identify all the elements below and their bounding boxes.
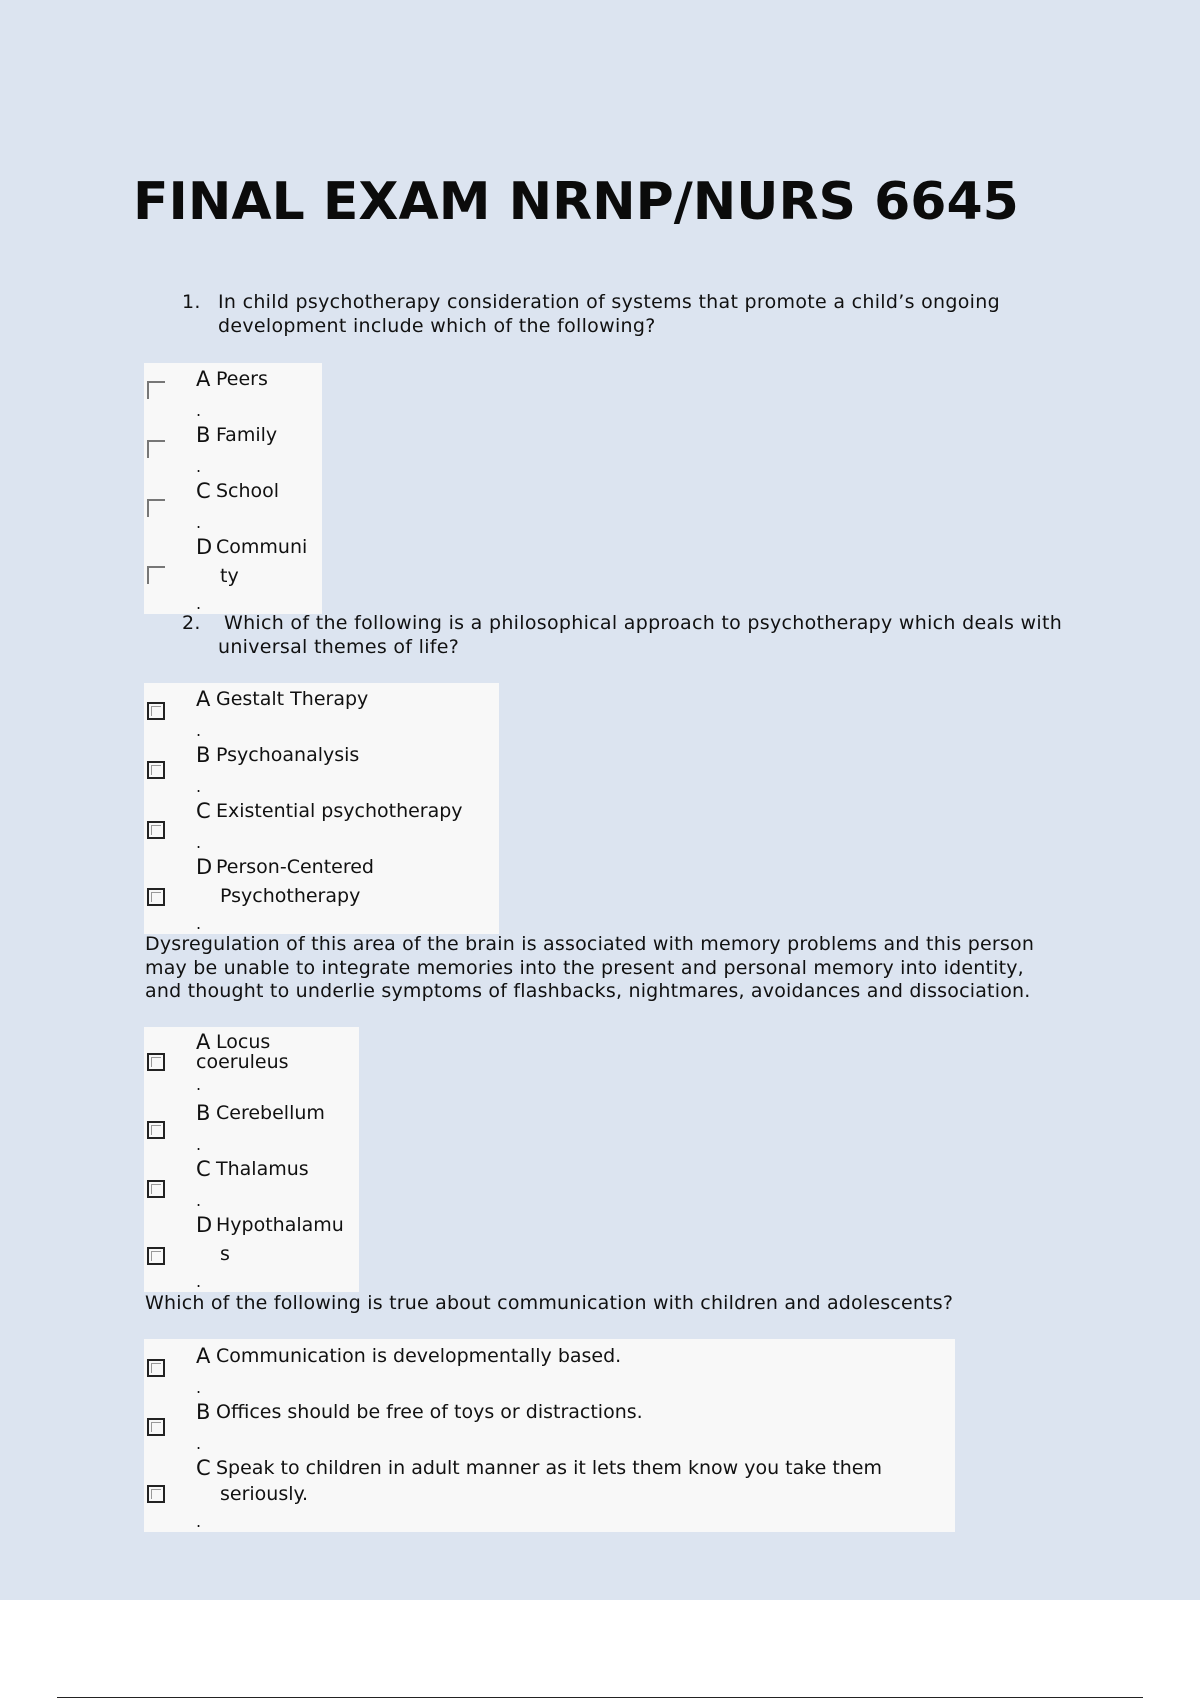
option-checkbox[interactable] <box>147 1485 165 1503</box>
option-checkbox[interactable] <box>147 1180 165 1198</box>
option-letter: B <box>196 1400 211 1424</box>
option-text: School <box>216 480 280 502</box>
option-text: Thalamus <box>216 1158 309 1180</box>
option-dot: . <box>196 1272 202 1291</box>
option-letter: A <box>196 1030 211 1054</box>
option-dot: . <box>196 594 202 613</box>
option-text: Psychotherapy <box>220 885 361 907</box>
question-text-line: and thought to underlie symptoms of flashbacks, nightmares, avoidances and dissociation. <box>145 980 1031 1002</box>
option-text: Psychoanalysis <box>216 744 360 766</box>
option-dot: . <box>196 777 202 796</box>
option-text: Communi <box>216 536 308 558</box>
footer-rule <box>57 1697 1143 1698</box>
option-checkbox[interactable] <box>147 566 165 584</box>
option-dot: . <box>196 721 202 740</box>
option-text: Existential psychotherapy <box>216 800 463 822</box>
question-number: 2. <box>182 612 201 634</box>
option-checkbox[interactable] <box>147 888 165 906</box>
option-checkbox[interactable] <box>147 1418 165 1436</box>
option-dot: . <box>196 914 202 933</box>
option-text: Cerebellum <box>216 1102 325 1124</box>
option-checkbox[interactable] <box>147 702 165 720</box>
question-2 <box>182 611 1102 661</box>
option-dot: . <box>196 1378 202 1397</box>
option-letter: B <box>196 743 211 767</box>
question-text-line: Which of the following is a philosophical approach to psychotherapy which deals with <box>224 612 1063 634</box>
option-letter: D <box>196 535 213 559</box>
question-4 <box>145 1292 1085 1318</box>
option-text: Offices should be free of toys or distractions. <box>216 1401 643 1423</box>
option-text: coeruleus <box>196 1051 289 1073</box>
option-checkbox[interactable] <box>147 1359 165 1377</box>
option-text: ty <box>220 565 239 587</box>
option-text: s <box>220 1243 230 1265</box>
option-letter: B <box>196 423 211 447</box>
option-letter: D <box>196 855 213 879</box>
question-text-line: Which of the following is true about communication with children and adolescents? <box>145 1292 954 1314</box>
option-letter: A <box>196 687 211 711</box>
option-text: Peers <box>216 368 268 390</box>
option-checkbox[interactable] <box>147 381 165 399</box>
option-text: seriously. <box>220 1483 309 1505</box>
option-letter: C <box>196 799 211 823</box>
option-checkbox[interactable] <box>147 1121 165 1139</box>
question-3 <box>145 933 1085 1005</box>
option-text: Locus <box>216 1031 271 1053</box>
option-text: Speak to children in adult manner as it lets them know you take them <box>216 1457 883 1479</box>
option-dot: . <box>196 1191 202 1210</box>
option-dot: . <box>196 1434 202 1453</box>
option-letter: C <box>196 1456 211 1480</box>
option-dot: . <box>196 457 202 476</box>
option-text: Hypothalamu <box>216 1214 344 1236</box>
question-1 <box>182 290 1082 340</box>
option-dot: . <box>196 833 202 852</box>
option-checkbox[interactable] <box>147 440 165 458</box>
option-letter: D <box>196 1213 213 1237</box>
options-panel <box>144 1339 955 1532</box>
question-text-line: universal themes of life? <box>218 636 460 658</box>
option-checkbox[interactable] <box>147 499 165 517</box>
option-text: Gestalt Therapy <box>216 688 369 710</box>
option-letter: B <box>196 1101 211 1125</box>
option-checkbox[interactable] <box>147 821 165 839</box>
options-panel <box>144 1027 359 1292</box>
question-text-line: development include which of the following? <box>218 315 656 337</box>
option-letter: C <box>196 1157 211 1181</box>
option-text: Person-Centered <box>216 856 374 878</box>
option-letter: A <box>196 1344 211 1368</box>
question-text-line: Dysregulation of this area of the brain is associated with memory problems and this person <box>145 933 1035 955</box>
option-dot: . <box>196 1135 202 1154</box>
option-letter: A <box>196 367 211 391</box>
option-dot: . <box>196 513 202 532</box>
question-text-line: In child psychotherapy consideration of systems that promote a child’s ongoing <box>218 291 1000 313</box>
question-text-line: may be unable to integrate memories into the present and personal memory into identity, <box>145 956 1024 979</box>
option-letter: C <box>196 479 211 503</box>
option-checkbox[interactable] <box>147 1247 165 1265</box>
option-text: Communication is developmentally based. <box>216 1345 622 1367</box>
options-panel <box>144 683 499 934</box>
option-checkbox[interactable] <box>147 1053 165 1071</box>
option-dot: . <box>196 401 202 420</box>
option-dot: . <box>196 1075 202 1094</box>
page-title: FINAL EXAM NRNP/NURS 6645 <box>133 172 1019 232</box>
option-text: Family <box>216 424 278 446</box>
options-panel <box>144 363 322 614</box>
option-checkbox[interactable] <box>147 761 165 779</box>
question-number: 1. <box>182 291 201 313</box>
option-dot: . <box>196 1512 202 1531</box>
